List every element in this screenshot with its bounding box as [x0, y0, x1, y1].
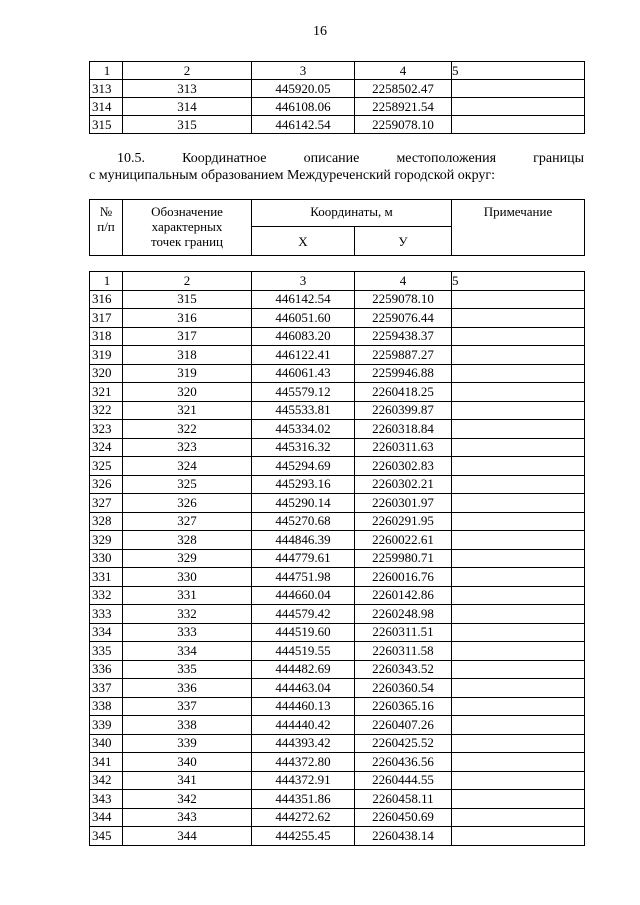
- table-cell: 5: [452, 62, 585, 80]
- table-cell: 444460.13: [252, 697, 355, 716]
- table-cell: 444351.86: [252, 790, 355, 809]
- table-cell: 343: [123, 808, 252, 827]
- table-cell: 316: [90, 290, 123, 309]
- section-word: границы: [533, 151, 584, 166]
- table-row: [90, 605, 585, 624]
- table-row: [90, 512, 585, 531]
- table-cell: 2260425.52: [355, 734, 452, 753]
- table-cell: [452, 716, 585, 735]
- table-cell: 333: [90, 605, 123, 624]
- section-word: Координатное: [182, 151, 267, 166]
- table-row: [90, 327, 585, 346]
- table-cell: 318: [123, 346, 252, 365]
- table-cell: 342: [123, 790, 252, 809]
- table-cell: 3: [252, 272, 355, 291]
- table-cell: 444440.42: [252, 716, 355, 735]
- table-cell: 446142.54: [252, 290, 355, 309]
- table-cell: [452, 827, 585, 846]
- section-word: местоположения: [396, 151, 497, 166]
- table-cell: 2260311.58: [355, 642, 452, 661]
- table-cell: 2260436.56: [355, 753, 452, 772]
- table-cell: [452, 457, 585, 476]
- table-cell: [452, 586, 585, 605]
- table-cell: 445293.16: [252, 475, 355, 494]
- table-cell: 334: [90, 623, 123, 642]
- table-cell: 444751.98: [252, 568, 355, 587]
- table-cell: 338: [123, 716, 252, 735]
- table-cell: 2260291.95: [355, 512, 452, 531]
- table-cell: 316: [123, 309, 252, 328]
- table-cell: 3: [252, 62, 355, 80]
- table-row: [90, 586, 585, 605]
- table-row: [90, 80, 585, 98]
- table-cell: 1: [90, 272, 123, 291]
- table-cell: 2260450.69: [355, 808, 452, 827]
- table-cell: 2259078.10: [355, 290, 452, 309]
- table-cell: 2260016.76: [355, 568, 452, 587]
- table-cell: 2260248.98: [355, 605, 452, 624]
- table-cell: [452, 309, 585, 328]
- table-cell: 330: [123, 568, 252, 587]
- table-cell: 445290.14: [252, 494, 355, 513]
- table-cell: 446083.20: [252, 327, 355, 346]
- table-row: [90, 660, 585, 679]
- table-cell: 337: [90, 679, 123, 698]
- header-number-abbrev: п/п: [97, 219, 115, 234]
- table-cell: 326: [90, 475, 123, 494]
- table-cell: 444393.42: [252, 734, 355, 753]
- table-cell: 326: [123, 494, 252, 513]
- table-cell: [452, 697, 585, 716]
- table-cell: 322: [90, 401, 123, 420]
- section-heading-line2: с муниципальным образованием Междуреченский городской округ:: [89, 168, 496, 183]
- table-cell: 2260360.54: [355, 679, 452, 698]
- table-cell: 444579.42: [252, 605, 355, 624]
- table-cell: 340: [90, 734, 123, 753]
- table-cell: 2260407.26: [355, 716, 452, 735]
- table-cell: [452, 531, 585, 550]
- table-cell: 341: [90, 753, 123, 772]
- table-cell: 323: [90, 420, 123, 439]
- table-row: [90, 642, 585, 661]
- table-cell: 313: [90, 80, 123, 98]
- table-cell: 446142.54: [252, 116, 355, 134]
- table-cell: 313: [123, 80, 252, 98]
- table-cell: [452, 401, 585, 420]
- table-cell: 444372.91: [252, 771, 355, 790]
- table-row: [90, 494, 585, 513]
- table-cell: [452, 568, 585, 587]
- table-cell: 2260418.25: [355, 383, 452, 402]
- table-cell: 444482.69: [252, 660, 355, 679]
- table-cell: 2258921.54: [355, 98, 452, 116]
- table-row: [90, 383, 585, 402]
- table-cell: 446108.06: [252, 98, 355, 116]
- table-cell: 331: [90, 568, 123, 587]
- table-cell: 320: [123, 383, 252, 402]
- table-cell: [452, 790, 585, 809]
- table-cell: 321: [123, 401, 252, 420]
- table-cell: 445294.69: [252, 457, 355, 476]
- coordinates-table: [89, 271, 585, 846]
- table-cell: 445533.81: [252, 401, 355, 420]
- table-cell: 5: [452, 272, 585, 291]
- table-cell: 334: [123, 642, 252, 661]
- table-row: [90, 420, 585, 439]
- table-cell: 2259078.10: [355, 116, 452, 134]
- table-cell: [452, 116, 585, 134]
- section-heading-line1: [117, 151, 584, 167]
- table-cell: [452, 438, 585, 457]
- table-cell: 2259980.71: [355, 549, 452, 568]
- table-cell: 2260438.14: [355, 827, 452, 846]
- table-cell: 325: [123, 475, 252, 494]
- header-number-cell: [90, 200, 123, 256]
- table-cell: [452, 808, 585, 827]
- header-designation-line1: Обозначение: [151, 204, 223, 219]
- table-cell: 323: [123, 438, 252, 457]
- table-cell: [452, 771, 585, 790]
- table-row: [90, 568, 585, 587]
- table-row: [90, 531, 585, 550]
- table-cell: 446051.60: [252, 309, 355, 328]
- table-cell: 332: [123, 605, 252, 624]
- table-cell: 335: [90, 642, 123, 661]
- table-row: [90, 401, 585, 420]
- table-cell: 444519.55: [252, 642, 355, 661]
- table-cell: [452, 80, 585, 98]
- table-cell: [452, 660, 585, 679]
- table-cell: 2: [123, 272, 252, 291]
- table-cell: 315: [123, 116, 252, 134]
- table-row: [90, 290, 585, 309]
- table-cell: 324: [123, 457, 252, 476]
- table-cell: 2260399.87: [355, 401, 452, 420]
- table-cell: 344: [123, 827, 252, 846]
- table-cell: 314: [123, 98, 252, 116]
- table-cell: 2260311.51: [355, 623, 452, 642]
- table-row: [90, 734, 585, 753]
- table-cell: [452, 383, 585, 402]
- table-cell: 315: [123, 290, 252, 309]
- page-number: 16: [313, 24, 327, 39]
- table-cell: 318: [90, 327, 123, 346]
- table-cell: [452, 753, 585, 772]
- table-cell: 322: [123, 420, 252, 439]
- table-cell: 2259076.44: [355, 309, 452, 328]
- table-row: [90, 697, 585, 716]
- table-cell: 2260302.21: [355, 475, 452, 494]
- continuation-table: [89, 61, 585, 134]
- section-number: 10.5.: [117, 151, 145, 166]
- table-cell: 445334.02: [252, 420, 355, 439]
- table-row: [90, 346, 585, 365]
- table-cell: 2260444.55: [355, 771, 452, 790]
- table-row: [90, 753, 585, 772]
- table-cell: 2260302.83: [355, 457, 452, 476]
- table-cell: 2260301.97: [355, 494, 452, 513]
- table-cell: [452, 494, 585, 513]
- table-row: [90, 438, 585, 457]
- table-cell: 321: [90, 383, 123, 402]
- table-cell: 327: [90, 494, 123, 513]
- table-cell: 446061.43: [252, 364, 355, 383]
- table-cell: 444255.45: [252, 827, 355, 846]
- table-cell: 445579.12: [252, 383, 355, 402]
- header-designation-cell: [123, 200, 252, 256]
- table-cell: 324: [90, 438, 123, 457]
- table-cell: 329: [90, 531, 123, 550]
- table-cell: 328: [123, 531, 252, 550]
- table-cell: 444660.04: [252, 586, 355, 605]
- table-cell: 315: [90, 116, 123, 134]
- table-row: [90, 808, 585, 827]
- table-cell: [452, 290, 585, 309]
- table-cell: 444272.62: [252, 808, 355, 827]
- column-number-row: [90, 62, 585, 80]
- table-cell: 445316.32: [252, 438, 355, 457]
- table-cell: 340: [123, 753, 252, 772]
- table-row: [90, 475, 585, 494]
- table-cell: 444846.39: [252, 531, 355, 550]
- table-cell: [452, 734, 585, 753]
- header-designation-line2: характерных: [151, 219, 223, 234]
- table-cell: [452, 98, 585, 116]
- table-cell: 338: [90, 697, 123, 716]
- table-cell: 317: [123, 327, 252, 346]
- table-cell: 446122.41: [252, 346, 355, 365]
- table-cell: 328: [90, 512, 123, 531]
- table-cell: 319: [90, 346, 123, 365]
- column-number-row: [90, 272, 585, 291]
- table-cell: 2258502.47: [355, 80, 452, 98]
- table-row: [90, 679, 585, 698]
- table-row: [90, 364, 585, 383]
- table-cell: [452, 327, 585, 346]
- table-cell: 343: [90, 790, 123, 809]
- table-cell: [452, 364, 585, 383]
- table-cell: 330: [90, 549, 123, 568]
- table-row: [90, 116, 585, 134]
- table-cell: 331: [123, 586, 252, 605]
- table-cell: 329: [123, 549, 252, 568]
- table-cell: 444463.04: [252, 679, 355, 698]
- header-x-cell: Х: [252, 227, 355, 256]
- table-cell: 336: [123, 679, 252, 698]
- table-cell: 4: [355, 62, 452, 80]
- table-cell: 342: [90, 771, 123, 790]
- table-cell: [452, 346, 585, 365]
- header-table: [89, 199, 585, 256]
- table-cell: 339: [90, 716, 123, 735]
- table-cell: 444372.80: [252, 753, 355, 772]
- table-cell: 320: [90, 364, 123, 383]
- table-cell: 2260458.11: [355, 790, 452, 809]
- header-note-cell: [452, 200, 585, 256]
- table-cell: 317: [90, 309, 123, 328]
- header-designation-line3: точек границ: [150, 234, 224, 249]
- table-cell: 341: [123, 771, 252, 790]
- header-number-symbol: №: [99, 204, 113, 219]
- table-cell: 2260343.52: [355, 660, 452, 679]
- table-row: [90, 771, 585, 790]
- table-row: [90, 716, 585, 735]
- table-cell: [452, 475, 585, 494]
- table-cell: 2260142.86: [355, 586, 452, 605]
- table-cell: 2259946.88: [355, 364, 452, 383]
- table-cell: [452, 420, 585, 439]
- table-cell: 2260318.84: [355, 420, 452, 439]
- table-row: [90, 623, 585, 642]
- table-row: [90, 309, 585, 328]
- table-cell: 337: [123, 697, 252, 716]
- table-cell: 2260365.16: [355, 697, 452, 716]
- table-cell: 314: [90, 98, 123, 116]
- table-cell: 335: [123, 660, 252, 679]
- table-cell: 445270.68: [252, 512, 355, 531]
- table-cell: [452, 605, 585, 624]
- table-cell: 445920.05: [252, 80, 355, 98]
- table-cell: [452, 642, 585, 661]
- table-cell: 327: [123, 512, 252, 531]
- header-coordinates-cell: Координаты, м: [252, 200, 452, 227]
- table-row: [90, 457, 585, 476]
- table-cell: 345: [90, 827, 123, 846]
- section-word: описание: [303, 151, 360, 166]
- table-cell: 2260022.61: [355, 531, 452, 550]
- table-row: [90, 790, 585, 809]
- table-cell: 325: [90, 457, 123, 476]
- table-cell: 339: [123, 734, 252, 753]
- table-row: [90, 98, 585, 116]
- header-note-label: Примечание: [483, 204, 553, 219]
- table-cell: [452, 623, 585, 642]
- table-cell: 2259438.37: [355, 327, 452, 346]
- table-cell: 1: [90, 62, 123, 80]
- table-cell: 2259887.27: [355, 346, 452, 365]
- table-cell: 4: [355, 272, 452, 291]
- table-row: [90, 827, 585, 846]
- table-cell: 336: [90, 660, 123, 679]
- table-cell: [452, 512, 585, 531]
- header-y-cell: У: [355, 227, 452, 256]
- table-cell: 344: [90, 808, 123, 827]
- table-cell: 2: [123, 62, 252, 80]
- table-cell: 333: [123, 623, 252, 642]
- table-cell: [452, 679, 585, 698]
- table-row: [90, 549, 585, 568]
- table-cell: 444779.61: [252, 549, 355, 568]
- table-cell: 444519.60: [252, 623, 355, 642]
- table-cell: [452, 549, 585, 568]
- table-cell: 319: [123, 364, 252, 383]
- table-cell: 332: [90, 586, 123, 605]
- table-cell: 2260311.63: [355, 438, 452, 457]
